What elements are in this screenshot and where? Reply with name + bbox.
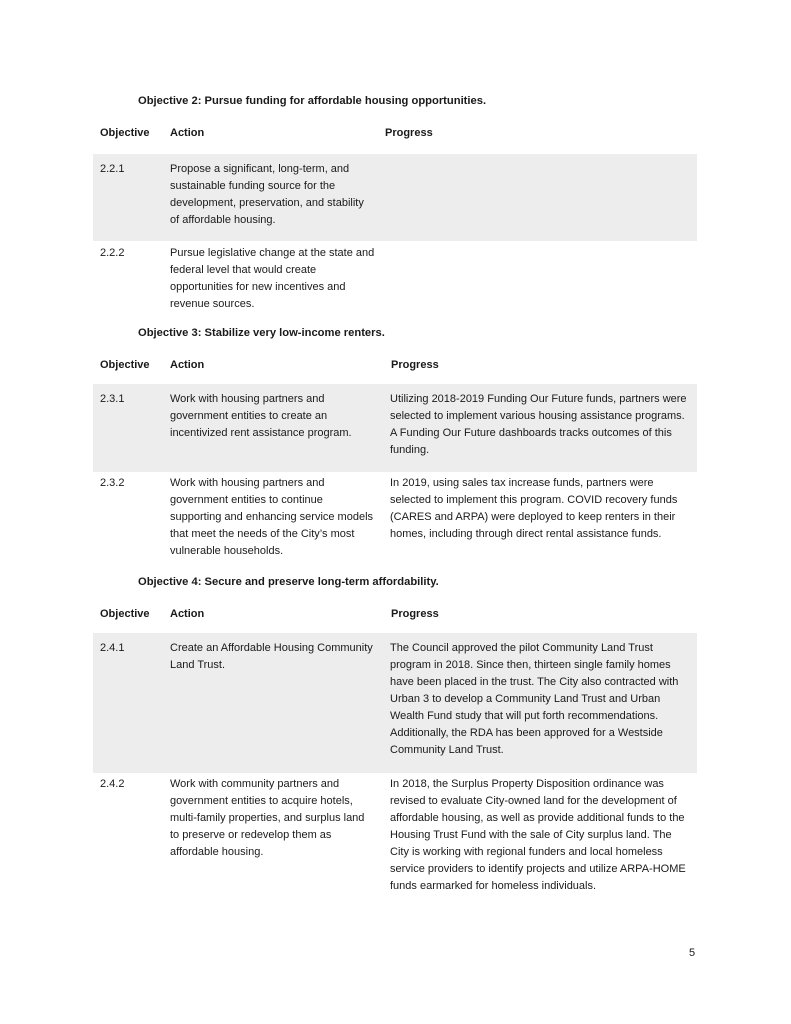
table-header (100, 608, 695, 624)
objective-id: 2.4.2 (100, 778, 125, 790)
progress-text: In 2018, the Surplus Property Disposition ordinance was revised to evaluate City-owned land for the development of affordable housing, as well as provide additional funds to the Housing Trust Fund with the sale of City surplus land. The City is working with regional funders and local homeless service providers to identify projects and utilize ARPA-HOME funds earmarked for homeless individuals. (390, 778, 686, 892)
objective-id: 2.3.1 (100, 393, 125, 405)
column-header-progress: Progress (391, 359, 439, 371)
table-row (93, 633, 697, 773)
objective-heading: Objective 4: Secure and preserve long-term affordability. (138, 576, 439, 588)
column-header-objective: Objective (100, 608, 150, 620)
objective-id: 2.2.1 (100, 163, 125, 175)
table-row (93, 384, 697, 472)
table-row (93, 238, 697, 318)
action-text: Work with housing partners and government entities to continue supporting and enhancing service models that meet the needs of the City’s most vulnerable households. (170, 477, 374, 557)
objective-id: 2.4.1 (100, 642, 125, 654)
column-header-objective: Objective (100, 127, 150, 139)
objective-id: 2.3.2 (100, 477, 125, 489)
action-text: Create an Affordable Housing Community Land Trust. (170, 642, 373, 671)
table-header (100, 359, 695, 375)
column-header-action: Action (170, 359, 205, 371)
objective-heading: Objective 3: Stabilize very low-income renters. (138, 327, 385, 339)
action-text: Propose a significant, long-term, and sustainable funding source for the development, preservation, and stability of affordable housing. (170, 163, 364, 226)
objective-heading: Objective 2: Pursue funding for affordable housing opportunities. (138, 95, 487, 107)
objective-id: 2.2.2 (100, 247, 125, 259)
progress-text: The Council approved the pilot Community Land Trust program in 2018. Since then, thirteen single family homes have been placed in the trust. The City also contracted with Urban 3 to develop a Community Land Trust and Urban Wealth Fund study that will put forth recommendations. Additionally, the RDA has been approved for a Westside Community Land Trust. (390, 642, 679, 756)
column-header-objective: Objective (100, 359, 150, 371)
action-text: Pursue legislative change at the state and federal level that would create opportunities for new incentives and revenue sources. (170, 247, 375, 310)
column-header-action: Action (170, 608, 205, 620)
table-row (93, 468, 697, 563)
table-header (100, 127, 695, 143)
column-header-progress: Progress (385, 127, 433, 139)
action-text: Work with community partners and government entities to acquire hotels, multi-family properties, and surplus land to preserve or redevelop them as affordable housing. (170, 778, 365, 858)
progress-text: Utilizing 2018-2019 Funding Our Future funds, partners were selected to implement various housing assistance programs. A Funding Our Future dashboards tracks outcomes of this funding. (390, 393, 687, 456)
page-number: 5 (689, 947, 696, 959)
table-row (93, 154, 697, 241)
table-row (93, 769, 697, 919)
column-header-progress: Progress (391, 608, 439, 620)
action-text: Work with housing partners and government entities to create an incentivized rent assistance program. (170, 393, 352, 439)
column-header-action: Action (170, 127, 205, 139)
progress-text: In 2019, using sales tax increase funds, partners were selected to implement this program. COVID recovery funds (CARES and ARPA) were deployed to keep renters in their homes, including through direct rental assistance funds. (390, 477, 678, 540)
